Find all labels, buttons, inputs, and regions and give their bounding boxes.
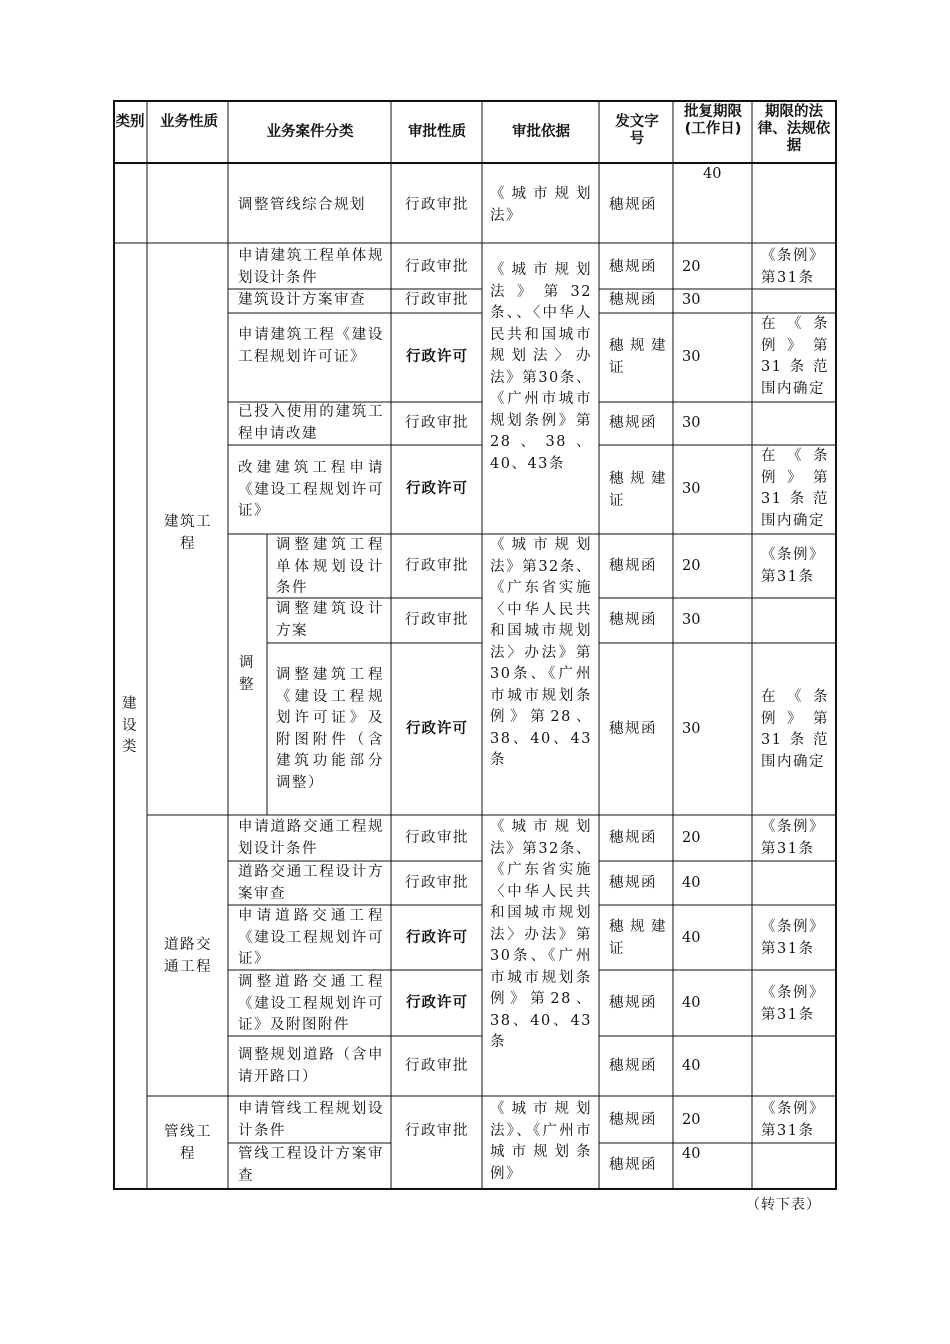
building-row-4-case: 已投入使用的建筑工程申请改建 <box>238 404 384 442</box>
building-row-5-case: 改建建筑工程申请《建设工程规划许可证》 <box>238 460 384 519</box>
road-row-3-doc: 穗规建证 <box>609 919 667 957</box>
road-row-4-approval: 行政许可 <box>406 995 468 1011</box>
top-doc-no: 穗规函 <box>609 197 657 213</box>
road-row-5-case: 调整规划道路（含申请开路口） <box>238 1047 384 1085</box>
pipe-row-1-legal: 《条例》第31条 <box>761 1101 825 1139</box>
header-nature: 业务性质 <box>160 114 218 130</box>
road-row-1-doc: 穗规函 <box>609 830 657 846</box>
building-row-1-approval: 行政审批 <box>405 259 469 275</box>
approval-table <box>113 100 837 1190</box>
top-basis: 《城市规划法》 <box>490 186 592 224</box>
building-row-2-approval: 行政审批 <box>405 292 469 308</box>
building-row-4-approval: 行政审批 <box>405 415 469 431</box>
road-row-4-period: 40 <box>682 995 701 1011</box>
road-row-3-case: 申请道路交通工程《建设工程规划许可证》 <box>238 908 384 967</box>
top-case: 调整管线综合规划 <box>238 197 366 213</box>
adjust-row-3-legal: 在《条例》第31条范围内确定 <box>761 689 829 770</box>
building-row-5-approval: 行政许可 <box>406 481 468 497</box>
road-nature: 道路交通工程 <box>164 937 212 975</box>
building-adjust-label: 调整 <box>239 655 255 693</box>
road-row-5-approval: 行政审批 <box>405 1058 469 1074</box>
building-basis-b: 《城市规划法》第32条、《广东省实施〈中华人民共和国城市规划法〉办法》第30条、《广州市城市规划条例》第28、38、40、43条 <box>490 537 592 768</box>
road-basis: 《城市规划法》第32条、《广东省实施〈中华人民共和国城市规划法〉办法》第30条、《广州市城市规划条例》第28、38、40、43条 <box>490 819 592 1050</box>
building-row-3-legal: 在《条例》第31条范围内确定 <box>761 316 829 397</box>
building-row-4-doc: 穗规函 <box>609 415 657 431</box>
header-category: 类别 <box>115 114 145 130</box>
road-row-5-period: 40 <box>682 1058 701 1074</box>
building-row-2-case: 建筑设计方案审查 <box>238 292 366 308</box>
building-row-5-legal: 在《条例》第31条范围内确定 <box>761 448 829 529</box>
building-row-2-period: 30 <box>682 292 701 308</box>
header-doc-no: 发文字号 <box>615 114 659 147</box>
road-row-2-period: 40 <box>682 875 701 891</box>
pipe-row-2-period: 40 <box>682 1146 701 1162</box>
road-row-1-approval: 行政审批 <box>405 830 469 846</box>
road-row-3-period: 40 <box>682 930 701 946</box>
building-row-1-case: 申请建筑工程单体规划设计条件 <box>238 248 384 286</box>
road-row-4-case: 调整道路交通工程《建设工程规划许可证》及附图附件 <box>238 974 384 1033</box>
building-row-1-period: 20 <box>682 259 701 275</box>
header-period: 批复期限(工作日) <box>684 104 742 137</box>
building-row-3-doc: 穗规建证 <box>609 338 667 376</box>
adjust-row-1-period: 20 <box>682 558 701 574</box>
road-row-1-case: 申请道路交通工程规划设计条件 <box>238 819 384 857</box>
building-row-4-period: 30 <box>682 415 701 431</box>
road-row-4-doc: 穗规函 <box>609 995 657 1011</box>
building-row-3-period: 30 <box>682 349 701 365</box>
building-row-2-doc: 穗规函 <box>609 292 657 308</box>
header-legal: 期限的法律、法规依据 <box>757 104 831 154</box>
pipe-approval: 行政审批 <box>405 1123 469 1139</box>
adjust-row-1-legal: 《条例》第31条 <box>761 547 825 585</box>
adjust-row-1-approval: 行政审批 <box>405 558 469 574</box>
road-row-2-case: 道路交通工程设计方案审查 <box>238 864 384 902</box>
header-approval-type: 审批性质 <box>408 124 466 140</box>
road-row-4-legal: 《条例》第31条 <box>761 985 825 1023</box>
building-row-5-period: 30 <box>682 481 701 497</box>
building-basis-a: 《城市规划法》第32条、、〈中华人民共和国城市规划法〉办法》第30条、《广州市城市规划条例》第28、38、40、43条 <box>490 262 592 472</box>
continue-note: （转下表） <box>746 1197 821 1213</box>
adjust-row-2-doc: 穗规函 <box>609 612 657 628</box>
pipe-nature: 管线工程 <box>164 1124 212 1162</box>
road-row-2-doc: 穗规函 <box>609 875 657 891</box>
road-row-1-period: 20 <box>682 830 701 846</box>
top-approval-type: 行政审批 <box>405 197 469 213</box>
adjust-row-2-period: 30 <box>682 612 701 628</box>
road-row-3-approval: 行政许可 <box>406 930 468 946</box>
building-row-3-case: 申请建筑工程《建设工程规划许可证》 <box>238 327 384 365</box>
building-row-5-doc: 穗规建证 <box>609 471 667 509</box>
pipe-row-1-doc: 穗规函 <box>609 1112 657 1128</box>
building-row-1-legal: 《条例》第31条 <box>761 248 825 286</box>
adjust-row-2-approval: 行政审批 <box>405 612 469 628</box>
building-row-3-approval: 行政许可 <box>406 349 468 365</box>
adjust-row-3-doc: 穗规函 <box>609 721 657 737</box>
adjust-row-2-case: 调整建筑设计方案 <box>276 601 384 639</box>
adjust-row-1-doc: 穗规函 <box>609 558 657 574</box>
adjust-row-3-case: 调整建筑工程《建设工程规划许可证》及附图附件（含建筑功能部分调整） <box>276 667 384 791</box>
adjust-row-3-approval: 行政许可 <box>406 721 468 737</box>
adjust-row-1-case: 调整建筑工程单体规划设计条件 <box>276 537 384 596</box>
pipe-row-2-doc: 穗规函 <box>609 1157 657 1173</box>
header-basis: 审批依据 <box>512 124 570 140</box>
road-row-1-legal: 《条例》第31条 <box>761 819 825 857</box>
adjust-row-3-period: 30 <box>682 721 701 737</box>
header-case: 业务案件分类 <box>266 124 354 140</box>
building-nature: 建筑工程 <box>164 514 212 552</box>
category-main: 建设类 <box>122 696 138 755</box>
top-period: 40 <box>703 166 722 182</box>
road-row-5-doc: 穗规函 <box>609 1058 657 1074</box>
pipe-basis: 《城市规划法》、《广州市城市规划条例》 <box>490 1101 592 1182</box>
road-row-2-approval: 行政审批 <box>405 875 469 891</box>
road-row-3-legal: 《条例》第31条 <box>761 919 825 957</box>
building-row-1-doc: 穗规函 <box>609 259 657 275</box>
pipe-row-1-case: 申请管线工程规划设计条件 <box>238 1101 384 1139</box>
pipe-row-2-case: 管线工程设计方案审查 <box>238 1146 384 1184</box>
pipe-row-1-period: 20 <box>682 1112 701 1128</box>
